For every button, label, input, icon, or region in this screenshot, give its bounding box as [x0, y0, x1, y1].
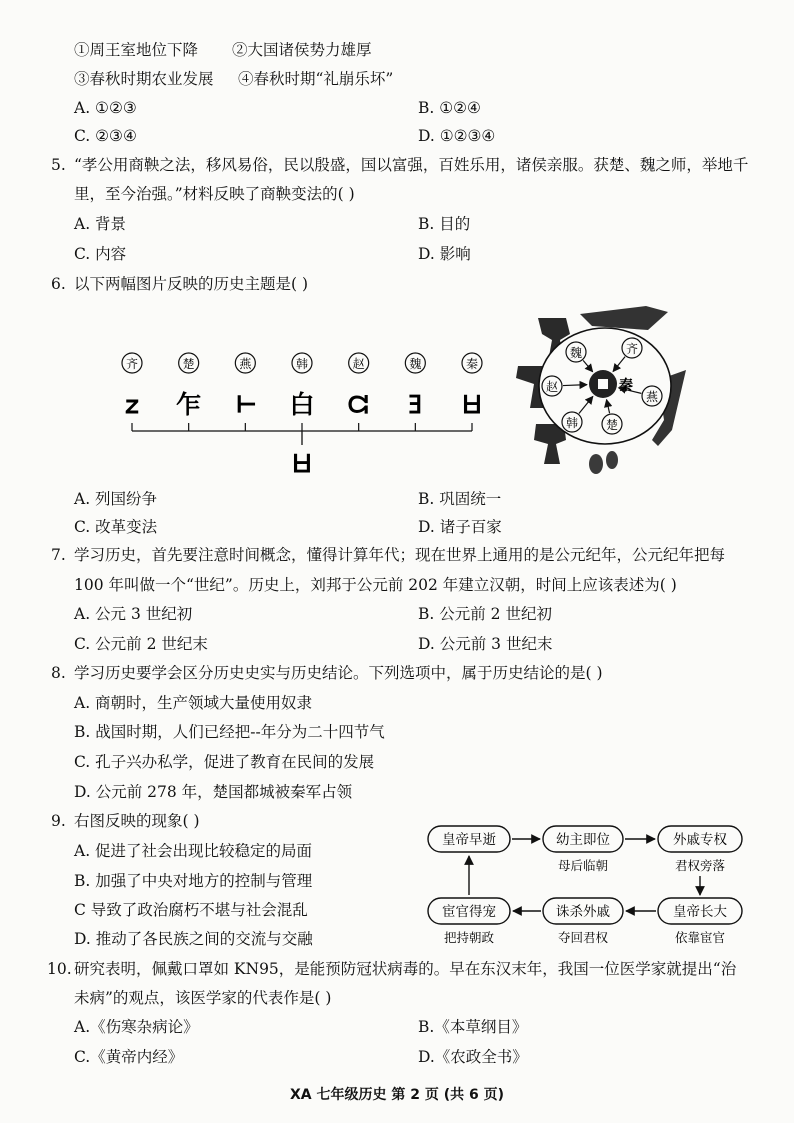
q5-stem-line2: 里，至今治强。”材料反映了商鞅变法的( ) [74, 185, 355, 203]
state-name-label: 齐 [125, 357, 139, 371]
cycle-box-label: 皇帝长大 [673, 904, 727, 920]
ancient-glyph: 乍 [176, 390, 202, 419]
cycle-box-label: 宦官得宠 [442, 904, 496, 920]
q7-option-c: C. 公元前 2 世纪末 [74, 635, 208, 653]
q10-option-b: B.《本草纲目》 [418, 1018, 528, 1036]
ancient-glyph: 𐌶 [125, 390, 139, 419]
q4-statement-4: ④春秋时期“礼崩乐坏” [238, 70, 394, 88]
q5-number: 5. [51, 156, 66, 174]
q9-number: 9. [51, 812, 66, 830]
merged-glyph: 𝈣 [292, 449, 312, 478]
coin-state-label: 齐 [625, 342, 639, 356]
ancient-glyph: 𝈝 [347, 390, 370, 419]
coin-state-label: 燕 [645, 390, 659, 404]
q10-stem-line1: 研究表明，佩戴口罩如 KN95，是能预防冠状病毒的。早在东汉末年，我国一位医学家就提出“治 [74, 960, 737, 978]
q5-option-b: B. 目的 [418, 215, 471, 233]
q6-option-a: A. 列国纷争 [74, 490, 158, 508]
state-name-label: 燕 [239, 357, 252, 371]
q8-option-d: D. 公元前 278 年，楚国都城被秦军占领 [74, 783, 353, 801]
q6-option-b: B. 巩固统一 [418, 490, 502, 508]
ancient-glyph: 白 [289, 390, 315, 419]
q4-option-c: C. ②③④ [74, 127, 137, 145]
state-name-label: 赵 [352, 357, 365, 371]
cycle-note: 夺回君权 [557, 930, 609, 945]
state-name-label: 秦 [465, 357, 479, 371]
q5-option-a: A. 背景 [74, 215, 127, 233]
page-footer: XA 七年级历史 第 2 页 (共 6 页) [289, 1087, 505, 1103]
q7-number: 7. [51, 546, 66, 564]
q9-option-a: A. 促进了社会出现比较稳定的局面 [74, 842, 313, 860]
cycle-box-label: 皇帝早逝 [442, 832, 496, 848]
q5-option-c: C. 内容 [74, 245, 127, 263]
q7-option-b: B. 公元前 2 世纪初 [418, 605, 552, 623]
q10-option-d: D.《农政全书》 [418, 1048, 528, 1066]
q10-option-c: C.《黄帝内经》 [74, 1048, 184, 1066]
q6-stem: 以下两幅图片反映的历史主题是( ) [74, 275, 309, 293]
ancient-glyph: 𝈨 [408, 390, 423, 419]
q6-option-c: C. 改革变法 [74, 518, 158, 536]
q6-option-d: D. 诸子百家 [418, 518, 502, 536]
cycle-note: 依靠宦官 [674, 930, 726, 945]
ancient-glyph: 𝈩 [235, 390, 255, 419]
ancient-glyph: 𝈣 [462, 390, 482, 419]
ant-nose-coin [606, 451, 618, 469]
q6-number: 6. [51, 275, 66, 293]
knife-coin-top [580, 306, 668, 330]
q8-option-c: C. 孔子兴办私学，促进了教育在民间的发展 [74, 753, 375, 771]
q7-option-d: D. 公元前 3 世纪末 [418, 635, 553, 653]
q4-statement-2: ②大国诸侯势力雄厚 [232, 41, 372, 59]
q10-option-a: A.《伤寒杂病论》 [74, 1018, 199, 1036]
ant-nose-coin [589, 454, 603, 474]
q6-script-figure [110, 345, 500, 495]
state-name-label: 韩 [295, 357, 309, 371]
q8-stem: 学习历史要学会区分历史史实与历史结论。下列选项中，属于历史结论的是( ) [74, 664, 603, 682]
q7-stem-line1: 学习历史，首先要注意时间概念，懂得计算年代；现在世界上通用的是公元纪年，公元纪年把每 [74, 546, 726, 564]
q9-option-c: C 导致了政治腐朽不堪与社会混乱 [74, 901, 308, 919]
coin-state-label: 赵 [545, 380, 559, 394]
q7-stem-line2: 100 年叫做一个“世纪”。历史上，刘邦于公元前 202 年建立汉朝，时间上应该表述为( ) [74, 576, 677, 594]
q5-option-d: D. 影响 [418, 245, 471, 263]
q4-statement-3: ③春秋时期农业发展 [74, 70, 214, 88]
q4-option-a: A. ①②③ [74, 99, 137, 117]
q9-option-b: B. 加强了中央对地方的控制与管理 [74, 872, 313, 890]
q8-number: 8. [51, 664, 66, 682]
cycle-box-label: 诛杀外戚 [556, 904, 610, 920]
q10-stem-line2: 未病”的观点，该医学家的代表作是( ) [74, 989, 332, 1007]
cycle-note: 母后临朝 [557, 858, 609, 873]
q8-option-a: A. 商朝时，生产领域大量使用奴隶 [74, 694, 313, 712]
q9-cycle-diagram [420, 818, 750, 953]
q9-stem: 右图反映的现象( ) [74, 812, 200, 830]
cycle-note: 君权旁落 [674, 858, 726, 873]
center-state-label: 秦 [619, 378, 633, 394]
coin-square-hole [598, 379, 608, 389]
q10-number: 10. [47, 960, 72, 978]
state-name-label: 魏 [409, 357, 422, 371]
q8-option-b: B. 战国时期，人们已经把--年分为二十四节气 [74, 723, 385, 741]
coin-state-label: 魏 [569, 346, 583, 360]
coin-state-label: 韩 [565, 416, 579, 430]
q7-option-a: A. 公元 3 世纪初 [74, 605, 193, 623]
cycle-note: 把持朝政 [443, 930, 495, 945]
state-name-label: 楚 [182, 357, 195, 371]
q4-option-b: B. ①②④ [418, 99, 481, 117]
q5-stem-line1: “孝公用商鞅之法，移风易俗，民以殷盛，国以富强，百姓乐用，诸侯亲服。获楚、魏之师，举地千 [74, 156, 749, 174]
q4-option-d: D. ①②③④ [418, 127, 496, 145]
q9-option-d: D. 推动了各民族之间的交流与交融 [74, 930, 313, 948]
cycle-box-label: 外戚专权 [673, 832, 727, 848]
coin-state-label: 楚 [605, 418, 619, 432]
q4-statement-1: ①周王室地位下降 [74, 41, 199, 59]
q6-coin-figure [508, 300, 698, 485]
cycle-box-label: 幼主即位 [556, 832, 610, 848]
